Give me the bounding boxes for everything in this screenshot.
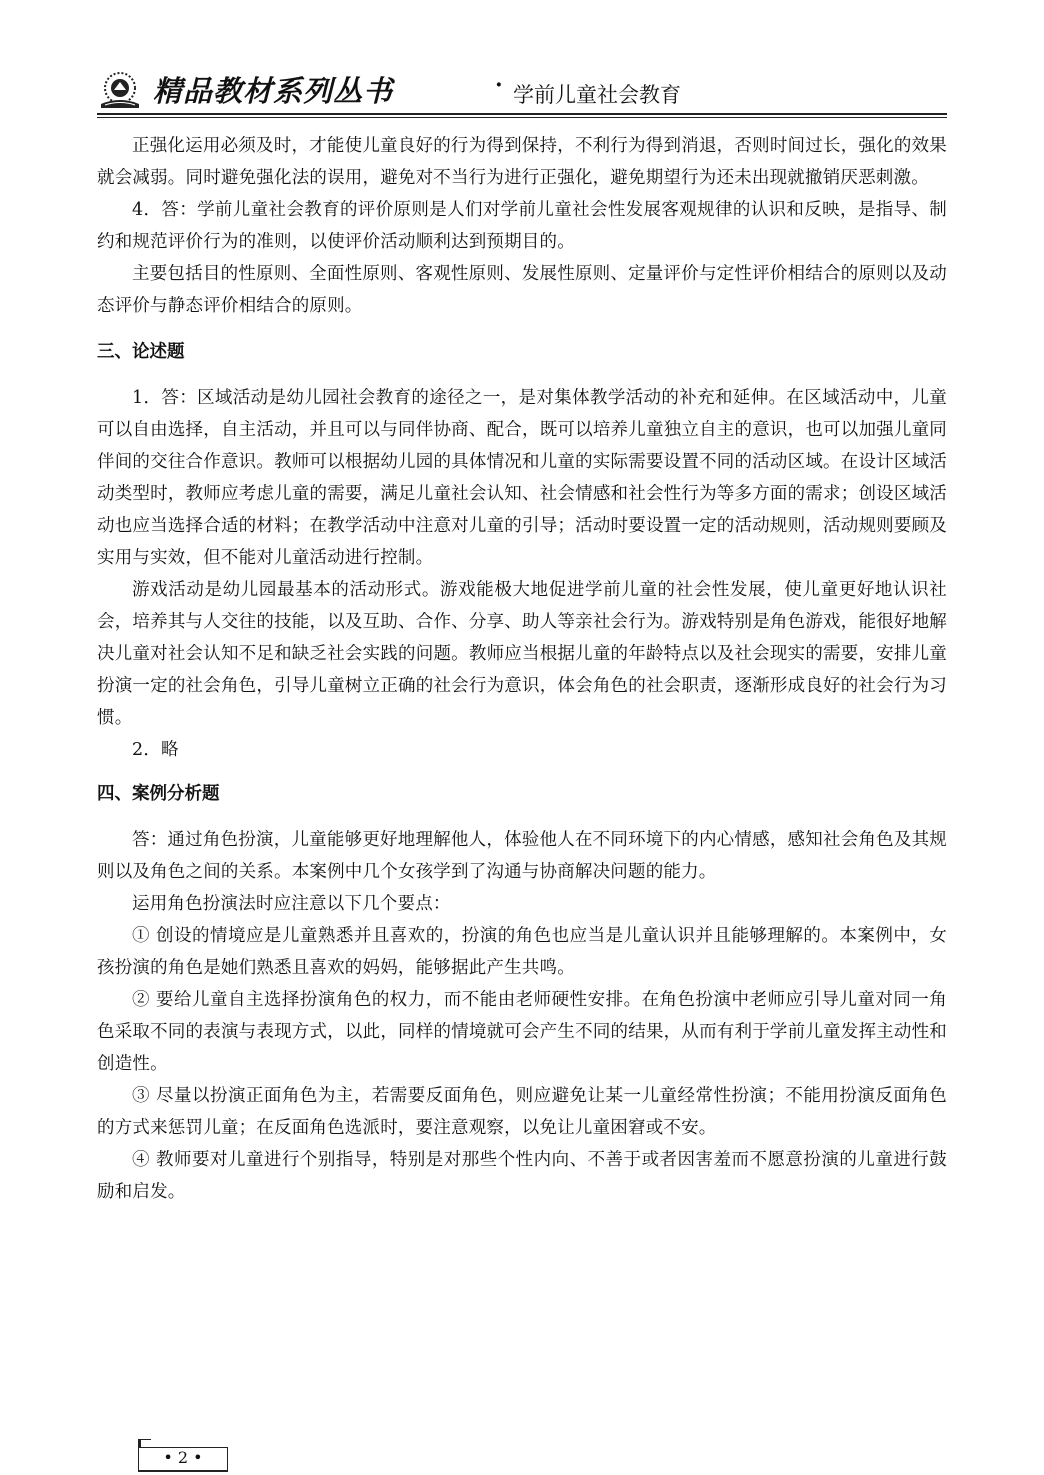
page-number: • 2 • xyxy=(163,1448,203,1467)
paragraph: 主要包括目的性原则、全面性原则、客观性原则、发展性原则、定量评价与定性评价相结合的原则以及动态评价与静态评价相结合的原则。 xyxy=(97,264,947,316)
list-item: ③ 尽量以扮演正面角色为主，若需要反面角色，则应避免让某一儿童经常性扮演；不能用扮演反面角色的方式来惩罚儿童；在反面角色选派时，要注意观察，以免让儿童困窘或不安。 xyxy=(97,1086,947,1138)
header-rule-thin xyxy=(97,117,947,118)
header-separator: · xyxy=(495,72,503,98)
list-item: ① 创设的情境应是儿童熟悉并且喜欢的，扮演的角色也应当是儿童认识并且能够理解的。本案例中，女孩扮演的角色是她们熟悉且喜欢的妈妈，能够据此产生共鸣。 xyxy=(97,926,947,978)
page-number-box xyxy=(138,1447,228,1473)
paragraph: 1．答：区域活动是幼儿园社会教育的途径之一，是对集体教学活动的补充和延伸。在区域活动中，儿童可以自由选择，自主活动，并且可以与同伴协商、配合，既可以培养儿童独立自主的意识，也可以加强儿童同伴间的交往合作意识。教师可以根据幼儿园的具体情况和儿童的实际需要设置不同的活动区域。在设计区域活动类型时，教师应考虑儿童的需要，满足儿童社会认知、社会情感和社会性行为等多方面的需求；创设区域活动也应当选择合适的材料；在教学活动中注意对儿童的引导；活动时要设置一定的活动规则，活动规则要顾及实用与实效，但不能对儿童活动进行控制。 xyxy=(97,388,947,568)
running-header xyxy=(97,64,947,114)
paragraph: 2．略 xyxy=(132,740,179,760)
list-item: ④ 教师要对儿童进行个别指导，特别是对那些个性内向、不善于或者因害羞而不愿意扮演的儿童进行鼓励和启发。 xyxy=(97,1150,947,1202)
paragraph: 4．答：学前儿童社会教育的评价原则是人们对学前儿童社会性发展客观规律的认识和反映，是指导、制约和规范评价行为的准则，以使评价活动顺利达到预期目的。 xyxy=(97,200,947,252)
paragraph: 游戏活动是幼儿园最基本的活动形式。游戏能极大地促进学前儿童的社会性发展，使儿童更好地认识社会，培养其与人交往的技能，以及互助、合作、分享、助人等亲社会行为。游戏特别是角色游戏，能很好地解决儿童对社会认知不足和缺乏社会实践的问题。教师应当根据儿童的年龄特点以及社会现实的需要，安排儿童扮演一定的社会角色，引导儿童树立正确的社会行为意识，体会角色的社会职责，逐渐形成良好的社会行为习惯。 xyxy=(97,580,947,728)
section-heading: 四、案例分析题 xyxy=(97,784,220,804)
list-item: ② 要给儿童自主选择扮演角色的权力，而不能由老师硬性安排。在角色扮演中老师应引导儿童对同一角色采取不同的表演与表现方式，以此，同样的情境就可会产生不同的结果，从而有利于学前儿童发挥主动性和创造性。 xyxy=(97,990,947,1074)
page-body xyxy=(97,130,947,1208)
section-heading: 三、论述题 xyxy=(97,342,185,362)
header-rule-thick xyxy=(97,113,947,115)
book-title: 学前儿童社会教育 xyxy=(513,83,681,107)
paragraph: 答：通过角色扮演，儿童能够更好地理解他人，体验他人在不同环境下的内心情感，感知社会角色及其规则以及角色之间的关系。本案例中几个女孩学到了沟通与协商解决问题的能力。 xyxy=(97,830,947,882)
paragraph: 运用角色扮演法时应注意以下几个要点： xyxy=(132,894,451,914)
paragraph: 正强化运用必须及时，才能使儿童良好的行为得到保持，不利行为得到消退，否则时间过长，强化的效果就会减弱。同时避免强化法的误用，避免对不当行为进行正强化，避免期望行为还未出现就撤销厌恶刺激。 xyxy=(97,136,947,188)
publisher-logo-icon xyxy=(97,70,143,110)
series-title: 精品教材系列丛书 xyxy=(153,74,394,108)
